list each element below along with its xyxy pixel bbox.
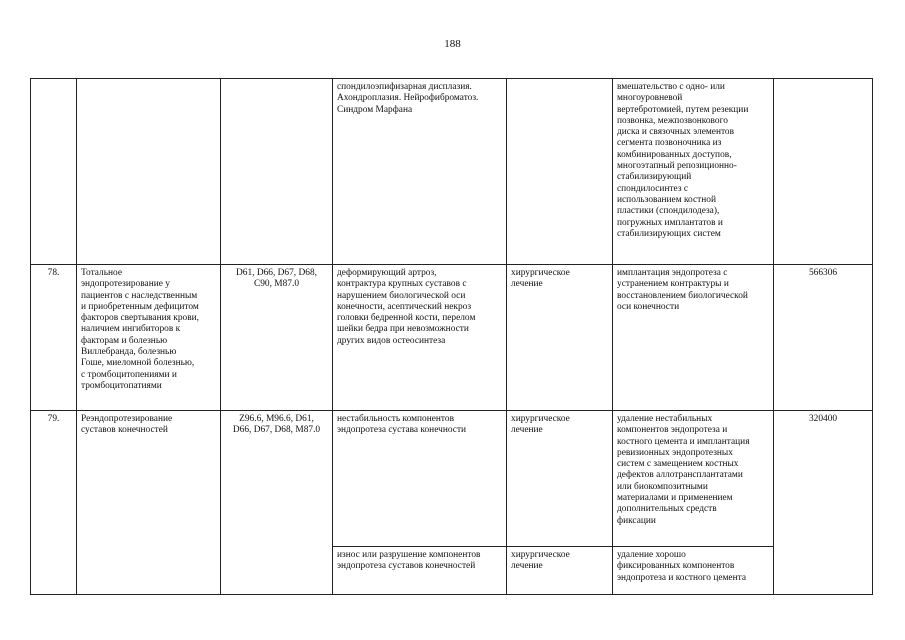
cell-treatment-type: хирургическое лечение bbox=[507, 265, 613, 411]
cell-patient-model: износ или разрушение компонентов эндопротеза суставов конечностей bbox=[333, 547, 507, 595]
table-row-78 bbox=[31, 265, 873, 411]
page-number: 188 bbox=[444, 38, 461, 50]
cell-name: Реэндопротезирование суставов конечностей bbox=[77, 411, 221, 595]
cell-patient-model: нестабильность компонентов эндопротеза сустава конечности bbox=[333, 411, 507, 547]
cell-codes bbox=[221, 79, 333, 265]
cell-patient-model: спондилоэпифизарная дисплазия. Ахондроплазия. Нейрофиброматоз. Синдром Марфана bbox=[333, 79, 507, 265]
table-row-79 bbox=[31, 411, 873, 547]
continued-row bbox=[31, 79, 873, 265]
cell-treatment-type: хирургическое лечение bbox=[507, 411, 613, 547]
cell-number: 79. bbox=[31, 411, 77, 595]
cell-treatment-method: удаление нестабильных компонентов эндопротеза и костного цемента и имплантация ревизионных эндопротезных систем с замещением костных дефектов аллотрансплантатами или биокомпозитными материалами и применением дополнительных средств фиксации bbox=[613, 411, 774, 547]
cell-cost: 566306 bbox=[774, 265, 873, 411]
cell-number: 78. bbox=[31, 265, 77, 411]
cell-number bbox=[31, 79, 77, 265]
cell-treatment-method: удаление хорошо фиксированных компонентов эндопротеза и костного цемента bbox=[613, 547, 774, 595]
cell-cost bbox=[774, 79, 873, 265]
cell-name bbox=[77, 79, 221, 265]
cell-treatment-type: хирургическое лечение bbox=[507, 547, 613, 595]
cell-codes: Z96.6, M96.6, D61, D66, D67, D68, M87.0 bbox=[221, 411, 333, 595]
cell-patient-model: деформирующий артроз, контрактура крупных суставов с нарушением биологической оси конечности, асептический некроз головки бедренной кости, перелом шейки бедра при невозможности других видов остеосинтеза bbox=[333, 265, 507, 411]
cell-treatment-method: вмешательство с одно- или многоуровневой вертебротомией, путем резекции позвонка, межпозвонкового диска и связочных элементов сегмента позвоночника из комбинированных доступов, многоэтапный репозиционно- стабилизирующий спондилосинтез с использованием костной пластики (спондилодеза), погружных имплантатов и стабилизирующих систем bbox=[613, 79, 774, 265]
cell-codes: D61, D66, D67, D68, C90, M87.0 bbox=[221, 265, 333, 411]
cell-name: Тотальное эндопротезирование у пациентов с наследственным и приобретенным дефицитом факторов свертывания крови, наличием ингибиторов к факторам и болезнью Виллебранда, болезнью Гоше, миеломной болезнью, с тромбоцитопениями и тромбоцитопатиями bbox=[77, 265, 221, 411]
cell-treatment-method: имплантация эндопротеза с устранением контрактуры и восстановлением биологической оси конечности bbox=[613, 265, 774, 411]
cell-cost: 320400 bbox=[774, 411, 873, 595]
cell-treatment-type bbox=[507, 79, 613, 265]
medical-care-table bbox=[30, 78, 873, 595]
